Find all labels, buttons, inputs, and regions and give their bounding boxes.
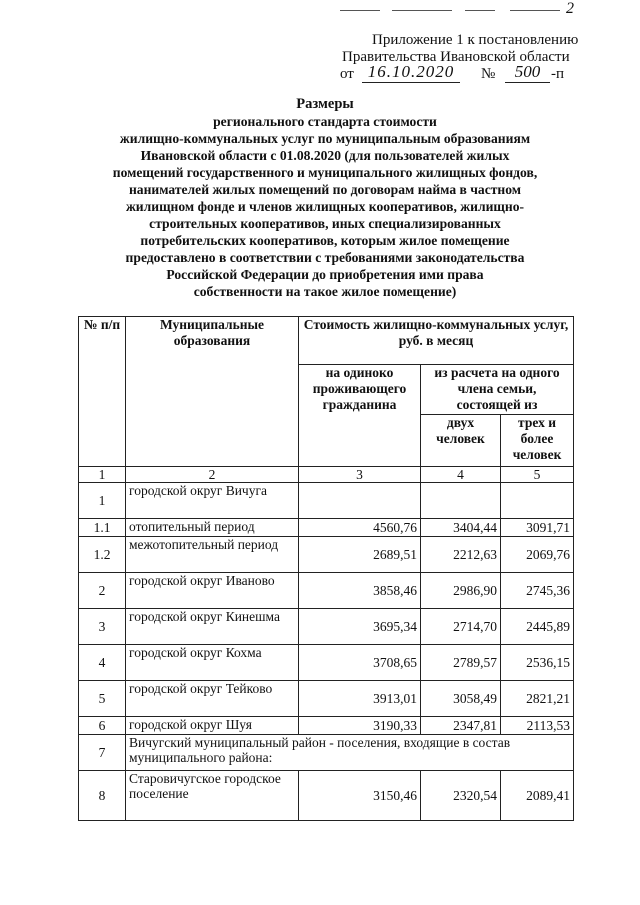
cost-single: 3913,01: [299, 681, 421, 717]
from-label: от: [340, 66, 354, 82]
appendix-line-1: Приложение 1 к постановлению: [372, 32, 579, 48]
appendix-header: [340, 32, 580, 85]
table-row: [79, 519, 574, 537]
cost-three: 2745,36: [501, 573, 574, 609]
document-title: [70, 96, 580, 300]
row-municipality: отопительный период: [126, 519, 299, 537]
index-cell: 1: [79, 467, 126, 483]
appendix-line-2: Правительства Ивановской области: [342, 49, 570, 65]
title-line: жилищном фонде и членов жилищных кооперативов, жилищно-: [125, 199, 525, 214]
table-row: [79, 609, 574, 645]
row-municipality: городской округ Иваново: [126, 573, 299, 609]
table-row: [79, 537, 574, 573]
title-line: потребительских кооперативов, которым жилое помещение: [140, 233, 510, 248]
row-municipality: городской округ Шуя: [126, 717, 299, 735]
table-row: [79, 735, 574, 771]
cost-two: 2347,81: [421, 717, 501, 735]
cost-two: 3404,44: [421, 519, 501, 537]
page-number: 2: [566, 0, 574, 17]
index-cell: 2: [126, 467, 299, 483]
header-single: на одиноко проживающего гражданина: [299, 365, 421, 467]
cost-single: [299, 483, 421, 519]
row-number: 5: [79, 681, 126, 717]
title-line: помещений государственного и муниципального жилищных фондов,: [112, 165, 538, 180]
header-no: № п/п: [79, 317, 126, 467]
row-number: 8: [79, 771, 126, 821]
row-number: 1.1: [79, 519, 126, 537]
index-cell: 4: [421, 467, 501, 483]
title-line: предоставлено в соответствии с требованиями законодательства: [125, 250, 525, 265]
cost-single: 2689,51: [299, 537, 421, 573]
cost-single: 4560,76: [299, 519, 421, 537]
cost-two: 2212,63: [421, 537, 501, 573]
row-number: 6: [79, 717, 126, 735]
cost-three: 3091,71: [501, 519, 574, 537]
cost-single: 3708,65: [299, 645, 421, 681]
row-number: 2: [79, 573, 126, 609]
header-municipality: Муниципальные образования: [126, 317, 299, 467]
title-line: Российской Федерации до приобретения ими права: [166, 267, 484, 282]
row-number: 3: [79, 609, 126, 645]
row-number: 4: [79, 645, 126, 681]
cost-single: 3190,33: [299, 717, 421, 735]
row-number: 7: [79, 735, 126, 771]
cost-three: 2821,21: [501, 681, 574, 717]
cost-two: 2986,90: [421, 573, 501, 609]
table-row: [79, 681, 574, 717]
title-heading: Размеры: [296, 96, 354, 112]
row-municipality: Вичугский муниципальный район - поселения, входящие в состав муниципального района:: [126, 735, 574, 771]
table-row: [79, 771, 574, 821]
table-row: [79, 573, 574, 609]
cost-two: [421, 483, 501, 519]
cost-single: 3858,46: [299, 573, 421, 609]
cost-three: 2445,89: [501, 609, 574, 645]
cost-single: 3150,46: [299, 771, 421, 821]
decree-number: 500: [505, 63, 550, 83]
cost-two: 2714,70: [421, 609, 501, 645]
header-cost: Стоимость жилищно-коммунальных услуг, руб. в месяц: [299, 317, 574, 365]
row-municipality: городской округ Вичуга: [126, 483, 299, 519]
cost-two: 3058,49: [421, 681, 501, 717]
row-municipality: городской округ Кинешма: [126, 609, 299, 645]
row-number: 1: [79, 483, 126, 519]
title-line: строительных кооперативов, иных специализированных: [149, 216, 501, 231]
row-municipality: Старовичугское городское поселение: [126, 771, 299, 821]
header-three: трех и более человек: [501, 415, 574, 467]
row-municipality: межотопительный период: [126, 537, 299, 573]
number-label: №: [481, 66, 496, 82]
header-two: двух человек: [421, 415, 501, 467]
table-row: [79, 645, 574, 681]
title-line: собственности на такое жилое помещение): [193, 284, 457, 299]
cost-three: 2536,15: [501, 645, 574, 681]
scan-marks: [340, 6, 590, 16]
cost-three: [501, 483, 574, 519]
cost-three: 2089,41: [501, 771, 574, 821]
appendix-date-line: [340, 62, 580, 85]
number-suffix: -п: [551, 66, 565, 82]
cost-table: [78, 316, 574, 821]
table-body: [79, 483, 574, 821]
cost-three: 2069,76: [501, 537, 574, 573]
row-municipality: городской округ Тейково: [126, 681, 299, 717]
row-municipality: городской округ Кохма: [126, 645, 299, 681]
header-per-member: из расчета на одного члена семьи, состоящей из: [421, 365, 574, 415]
title-line: Ивановской области с 01.08.2020 (для пользователей жилых: [140, 148, 510, 163]
cost-two: 2320,54: [421, 771, 501, 821]
row-number: 1.2: [79, 537, 126, 573]
title-line: жилищно-коммунальных услуг по муниципальным образованиям: [119, 131, 531, 146]
cost-two: 2789,57: [421, 645, 501, 681]
table-row: [79, 717, 574, 735]
cost-three: 2113,53: [501, 717, 574, 735]
cost-single: 3695,34: [299, 609, 421, 645]
table-row: [79, 483, 574, 519]
title-body: [70, 113, 580, 300]
index-cell: 5: [501, 467, 574, 483]
title-line: регионального стандарта стоимости: [213, 114, 437, 129]
decree-date: 16.10.2020: [362, 63, 460, 83]
index-cell: 3: [299, 467, 421, 483]
title-line: нанимателей жилых помещений по договорам найма в частном: [128, 182, 522, 197]
